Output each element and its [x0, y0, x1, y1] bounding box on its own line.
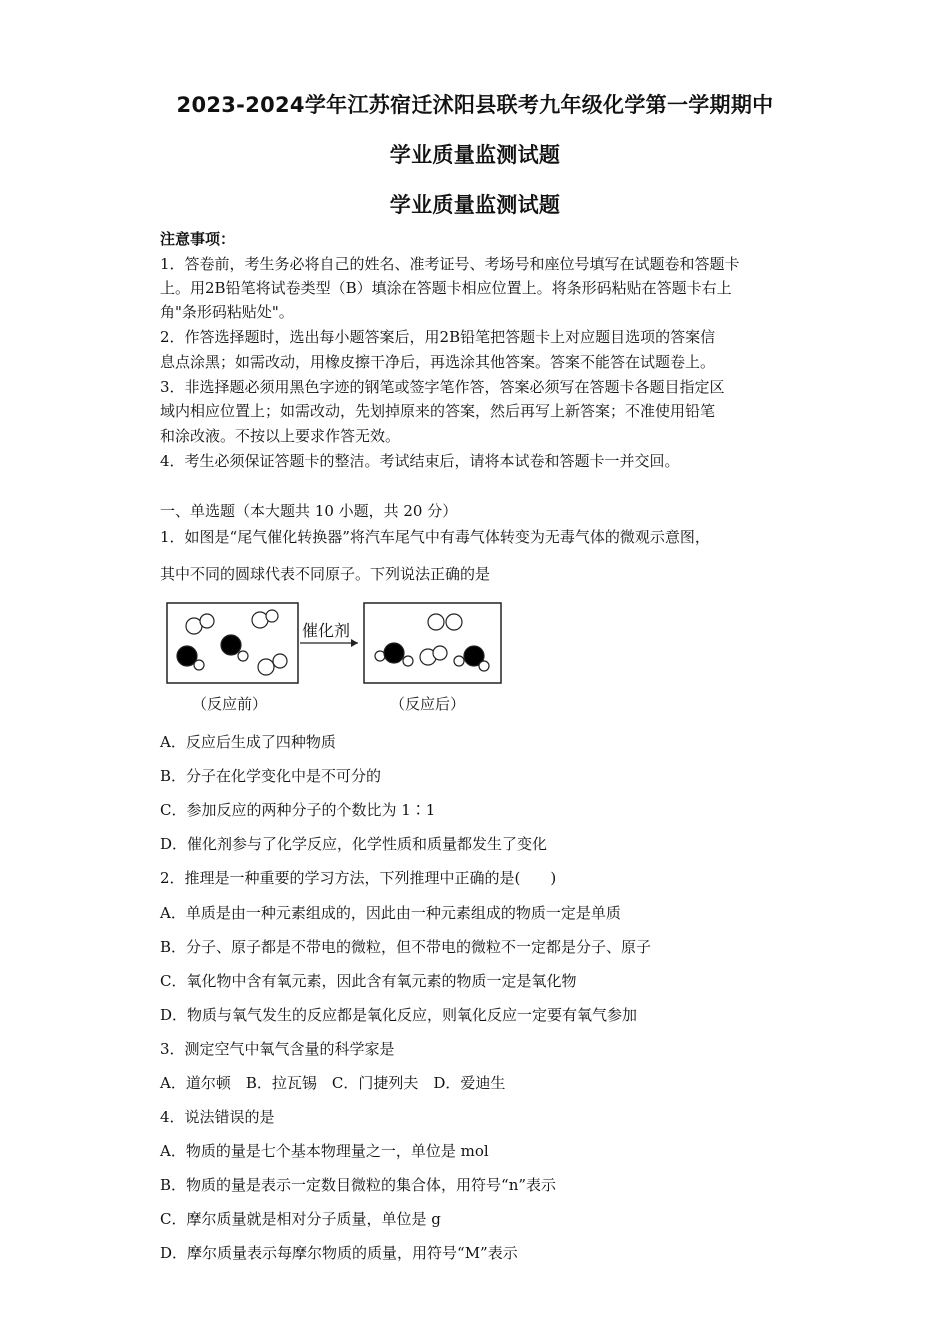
exam-title-line3: 学业质量监测试题 — [389, 193, 561, 217]
before-molecules — [177, 610, 287, 675]
q4-option-d: D．摩尔质量表示每摩尔物质的质量，用符号“M”表示 — [160, 1244, 518, 1262]
q3-options: A．道尔顿 B．拉瓦锡 C．门捷列夫 D．爱迪生 — [160, 1074, 506, 1092]
q1-option-d: D．催化剂参与了化学反应，化学性质和质量都发生了变化 — [160, 835, 548, 853]
notice-line: 和涂改液。不按以上要求作答无效。 — [160, 427, 401, 445]
section-heading: 一、单选题（本大题共 10 小题，共 20 分） — [160, 502, 458, 520]
notice-heading: 注意事项： — [160, 230, 236, 248]
q1-option-b: B．分子在化学变化中是不可分的 — [160, 767, 382, 785]
q1-option-a: A．反应后生成了四种物质 — [160, 733, 336, 751]
q3-stem: 3．测定空气中氧气含量的科学家是 — [160, 1040, 395, 1058]
exam-title-line2: 学业质量监测试题 — [389, 143, 561, 167]
q4-option-c: C．摩尔质量就是相对分子质量，单位是 g — [160, 1210, 441, 1228]
q4-option-a: A．物质的量是七个基本物理量之一，单位是 mol — [160, 1142, 489, 1160]
q1-option-c: C．参加反应的两种分子的个数比为 1∶1 — [160, 801, 436, 819]
q1-stem-line2: 其中不同的圆球代表不同原子。下列说法正确的是 — [160, 565, 491, 583]
notice-line: 息点涂黑；如需改动，用橡皮擦干净后，再选涂其他答案。答案不能答在试题卷上。 — [160, 353, 716, 371]
after-molecules — [375, 614, 489, 671]
reaction-diagram — [160, 598, 520, 723]
q2-option-c: C．氧化物中含有氧元素，因此含有氧元素的物质一定是氧化物 — [160, 972, 577, 990]
after-caption: （反应后） — [390, 695, 466, 713]
notice-line: 2．作答选择题时，选出每小题答案后，用2B铅笔把答题卡上对应题目选项的答案信 — [160, 328, 716, 346]
before-caption: （反应前） — [192, 695, 268, 713]
arrow-head — [351, 639, 358, 647]
catalyst-label: 催化剂 — [302, 621, 351, 640]
q4-option-b: B．物质的量是表示一定数目微粒的集合体，用符号“n”表示 — [160, 1176, 557, 1194]
notice-line: 上。用2B铅笔将试卷类型（B）填涂在答题卡相应位置上。将条形码粘贴在答题卡右上 — [160, 279, 732, 297]
q2-option-d: D．物质与氧气发生的反应都是氧化反应，则氧化反应一定要有氧气参加 — [160, 1006, 638, 1024]
q1-stem-line1: 1．如图是“尾气催化转换器”将汽车尾气中有毒气体转变为无毒气体的微观示意图， — [160, 528, 710, 546]
q2-option-b: B．分子、原子都是不带电的微粒，但不带电的微粒不一定都是分子、原子 — [160, 938, 652, 956]
q2-stem: 2．推理是一种重要的学习方法，下列推理中正确的是( ) — [160, 869, 557, 887]
exam-title-line1: 2023-2024学年江苏宿迁沭阳县联考九年级化学第一学期期中 — [176, 93, 774, 117]
notice-line: 1．答卷前，考生务必将自己的姓名、准考证号、考场号和座位号填写在试题卷和答题卡 — [160, 255, 740, 273]
notice-line: 3．非选择题必须用黑色字迹的钢笔或签字笔作答，答案必须写在答题卡各题目指定区 — [160, 378, 725, 396]
notice-line: 角"条形码粘贴处"。 — [160, 303, 294, 321]
q2-option-a: A．单质是由一种元素组成的，因此由一种元素组成的物质一定是单质 — [160, 904, 621, 922]
q4-stem: 4．说法错误的是 — [160, 1108, 275, 1126]
notice-line: 域内相应位置上；如需改动，先划掉原来的答案，然后再写上新答案；不准使用铅笔 — [160, 402, 716, 420]
notice-line: 4．考生必须保证答题卡的整洁。考试结束后，请将本试卷和答题卡一并交回。 — [160, 452, 680, 470]
